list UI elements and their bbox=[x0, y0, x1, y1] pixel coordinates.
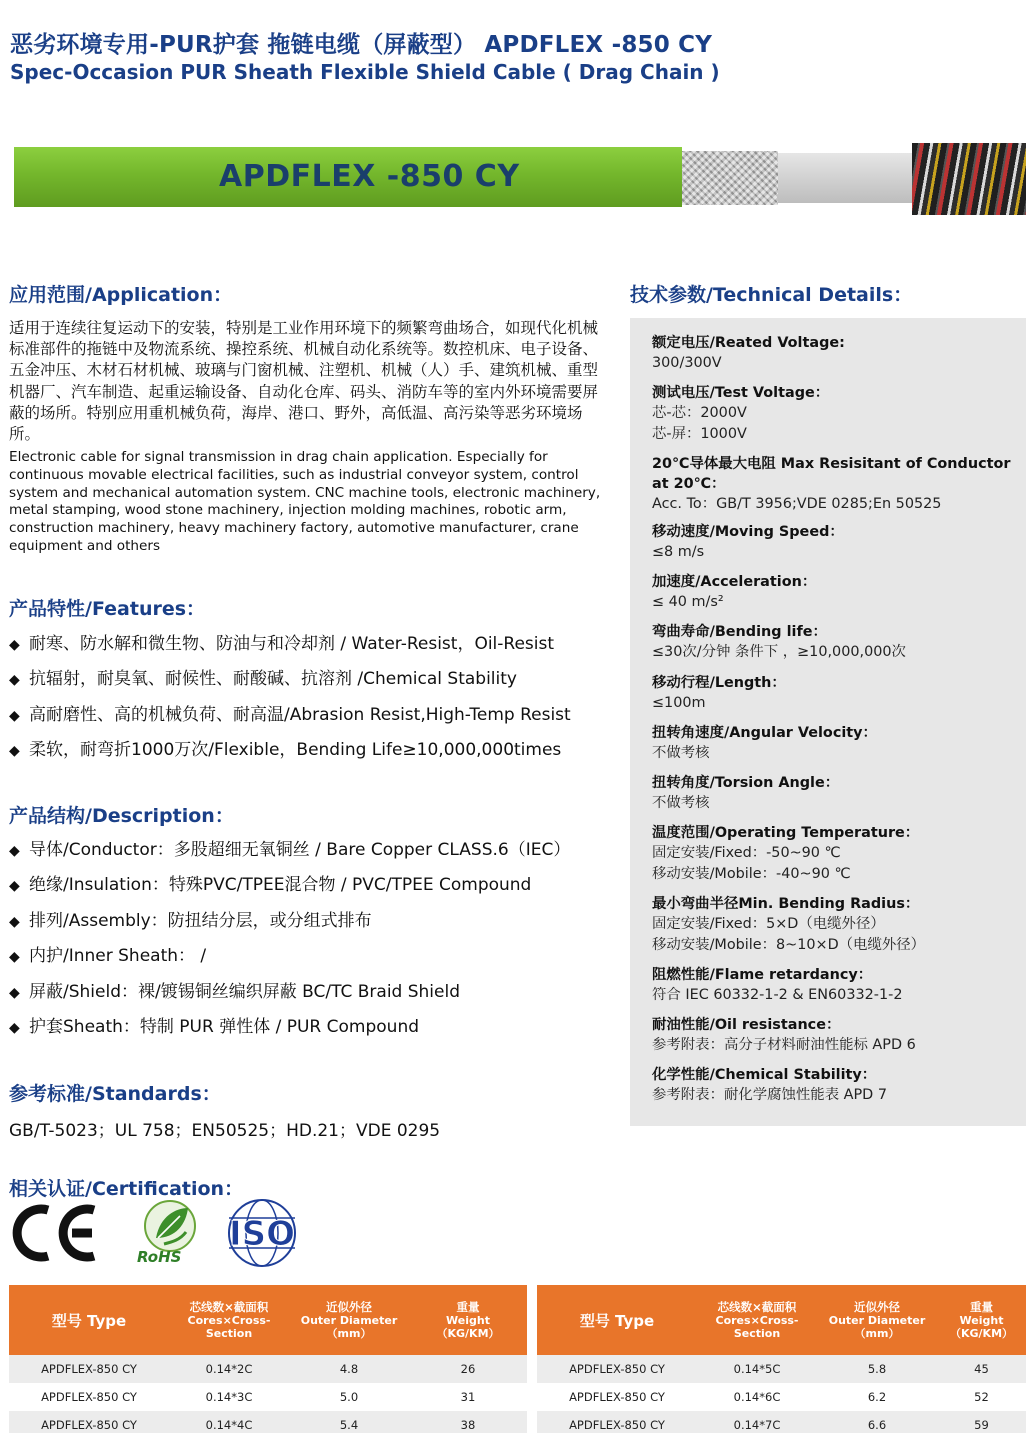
features-list bbox=[9, 634, 571, 776]
iso-logo-icon bbox=[213, 1198, 311, 1268]
banner-product-label: APDFLEX -850 CY bbox=[219, 159, 520, 194]
table-row: APDFLEX-850 CY 0.14*7C 6.6 59 bbox=[537, 1411, 1026, 1433]
table-row: APDFLEX-850 CY 0.14*2C 4.8 26 bbox=[9, 1355, 527, 1383]
tech-item-bending-life: 弯曲寿命/Bending life： ≤30次/分钟 条件下 ，≥10,000,000次 bbox=[652, 624, 906, 660]
spec-table-right bbox=[537, 1285, 1026, 1433]
standards-heading: 参考标准/Standards： bbox=[9, 1083, 221, 1105]
features-heading: 产品特性/Features： bbox=[9, 598, 206, 620]
cable-cores bbox=[912, 143, 1026, 215]
list-item: ◆ 高耐磨性、高的机械负荷、耐高温/Abrasion Resist,High-Temp Resist bbox=[9, 704, 571, 725]
tech-item-min-bending-radius: 最小弯曲半径Min. Bending Radius： 固定安装/Fixed：5×D（电缆外径） 移动安装/Mobile：8~10×D（电缆外径） bbox=[652, 896, 926, 953]
description-list bbox=[9, 840, 570, 1052]
diamond-bullet-icon: ◆ bbox=[9, 913, 20, 930]
diamond-bullet-icon: ◆ bbox=[9, 843, 20, 859]
rohs-logo-icon bbox=[134, 1198, 200, 1268]
tech-item-rated-voltage: 额定电压/Reated Voltage: 300/300V bbox=[652, 335, 845, 371]
table-header: 型号 Type 芯线数×截面积 Cores×Cross-Section 近似外径 Outer Diameter （mm） 重量 Weight （KG/KM） bbox=[9, 1285, 527, 1355]
diamond-bullet-icon: ◆ bbox=[9, 878, 20, 895]
diamond-bullet-icon: ◆ bbox=[9, 1019, 20, 1036]
list-item: ◆ 内护/Inner Sheath： / bbox=[9, 946, 207, 967]
svg-text:ISO: ISO bbox=[228, 1214, 296, 1254]
diamond-bullet-icon: ◆ bbox=[9, 672, 20, 689]
tech-item-torsion-angle: 扭转角度/Torsion Angle： 不做考核 bbox=[652, 775, 840, 811]
tech-item-angular-velocity: 扭转角速度/Angular Velocity： 不做考核 bbox=[652, 725, 877, 761]
table-row: APDFLEX-850 CY 0.14*3C 5.0 31 bbox=[41, 1390, 476, 1404]
tech-item-max-resistance: 20℃导体最大电阻 Max Resisitant of Conductor at 20℃： Acc. To：GB/T 3956;VDE 0285;En 50525 bbox=[652, 456, 1011, 512]
diamond-bullet-icon: ◆ bbox=[9, 984, 20, 1001]
tech-item-chemical-stability: 化学性能/Chemical Stability： 参考附表：耐化学腐蚀性能表 APD 7 bbox=[652, 1067, 887, 1103]
table-header: 型号 Type 芯线数×截面积 Cores×Cross-Section 近似外径 Outer Diameter （mm） 重量 Weight （KG/KM） bbox=[537, 1285, 1026, 1355]
tech-item-flame-retardancy: 阻燃性能/Flame retardancy： 符合 IEC 60332-1-2 & EN60332-1-2 bbox=[652, 967, 903, 1003]
list-item: ◆ 导体/Conductor：多股超细无氧铜丝 / Bare Copper CLASS.6（IEC） bbox=[9, 840, 571, 860]
diamond-bullet-icon: ◆ bbox=[9, 743, 20, 760]
tech-item-acceleration: 加速度/Acceleration： ≤ 40 m/s² bbox=[652, 574, 817, 610]
cable-braid-shield bbox=[682, 151, 778, 205]
list-item: ◆ 排列/Assembly：防扭结分层，或分组式排布 bbox=[9, 910, 372, 931]
table-row: APDFLEX-850 CY 0.14*6C 6.2 52 bbox=[569, 1390, 989, 1404]
cable-inner-sheath bbox=[778, 153, 912, 203]
list-item: ◆ 柔软，耐弯折1000万次/Flexible，Bending Life≥10,000,000times bbox=[9, 740, 562, 761]
tech-item-length: 移动行程/Length： ≤100m bbox=[652, 675, 786, 711]
diamond-bullet-icon: ◆ bbox=[9, 637, 20, 653]
diamond-bullet-icon: ◆ bbox=[9, 949, 20, 966]
ce-mark-icon bbox=[10, 1202, 100, 1264]
application-text-en: Electronic cable for signal transmission in drag chain application. Especially for continuous movable electrical facilities, such as industrial conveyor system, control system and mechanical automation system. CNC machine tools, electronic machinery, metal stamping, wood stone machinery, injection molding machines, robotic arm, construction machinery, heavy machinery factory, automotive manufacturer, crane equipment and others bbox=[9, 449, 601, 554]
certification-logos bbox=[10, 1198, 310, 1270]
technical-heading: 技术参数/Technical Details： bbox=[630, 284, 913, 306]
page-title-cn: 恶劣环境专用-PUR护套 拖链电缆（屏蔽型） APDFLEX -850 CY bbox=[10, 32, 713, 58]
certification-heading: 相关认证/Certification： bbox=[9, 1178, 244, 1200]
tech-item-moving-speed: 移动速度/Moving Speed： ≤8 m/s bbox=[652, 524, 844, 560]
list-item: ◆ 耐寒、防水解和微生物、防油与和冷却剂 / Water-Resist，Oil-Resist bbox=[9, 634, 555, 654]
application-text-cn: 适用于连续往复运动下的安装，特别是工业作用环境下的频繁弯曲场合，如现代化机械标准部件的拖链中及物流系统、操控系统、机械自动化系统等。数控机床、电子设备、五金冲压、木材石材机械、玻璃与门窗机械、注塑机、机械（人）手、建筑机械、重型机器厂、汽车制造、起重运输设备、自动化仓库、码头、消防车等的室内外环境需要屏蔽的场所。特别应用重机械负荷，海岸、港口、野外，高低温、高污染等恶劣环境场所。 bbox=[9, 319, 599, 444]
description-heading: 产品结构/Description： bbox=[9, 805, 234, 827]
standards-text: GB/T-5023；UL 758；EN50525；HD.21；VDE 0295 bbox=[9, 1121, 441, 1141]
cable-banner bbox=[14, 143, 1026, 215]
table-row: APDFLEX-850 CY 0.14*5C 5.8 45 bbox=[537, 1355, 1026, 1383]
table-row: APDFLEX-850 CY 0.14*4C 5.4 38 bbox=[9, 1411, 527, 1433]
tech-item-oil-resistance: 耐油性能/Oil resistance： 参考附表：高分子材料耐油性能标 APD 6 bbox=[652, 1017, 916, 1053]
list-item: ◆ 抗辐射，耐臭氧、耐候性、耐酸碱、抗溶剂 /Chemical Stability bbox=[9, 669, 517, 690]
diamond-bullet-icon: ◆ bbox=[9, 707, 20, 724]
tech-item-test-voltage: 测试电压/Test Voltage： 芯-芯：2000V 芯-屏：1000V bbox=[652, 385, 830, 442]
svg-text:RoHS: RoHS bbox=[137, 1248, 182, 1266]
list-item: ◆ 绝缘/Insulation：特殊PVC/TPEE混合物 / PVC/TPEE Compound bbox=[9, 875, 532, 896]
tech-item-operating-temperature: 温度范围/Operating Temperature： 固定安装/Fixed：-50~90 ℃ 移动安装/Mobile：-40~90 ℃ bbox=[652, 825, 920, 882]
list-item: ◆ 屏蔽/Shield：裸/镀锡铜丝编织屏蔽 BC/TC Braid Shield bbox=[9, 981, 460, 1002]
spec-table-left bbox=[9, 1285, 527, 1433]
application-heading: 应用范围/Application： bbox=[9, 284, 233, 306]
list-item: ◆ 护套Sheath：特制 PUR 弹性体 / PUR Compound bbox=[9, 1016, 420, 1037]
page-title-en: Spec-Occasion PUR Sheath Flexible Shield Cable ( Drag Chain ) bbox=[10, 60, 720, 84]
